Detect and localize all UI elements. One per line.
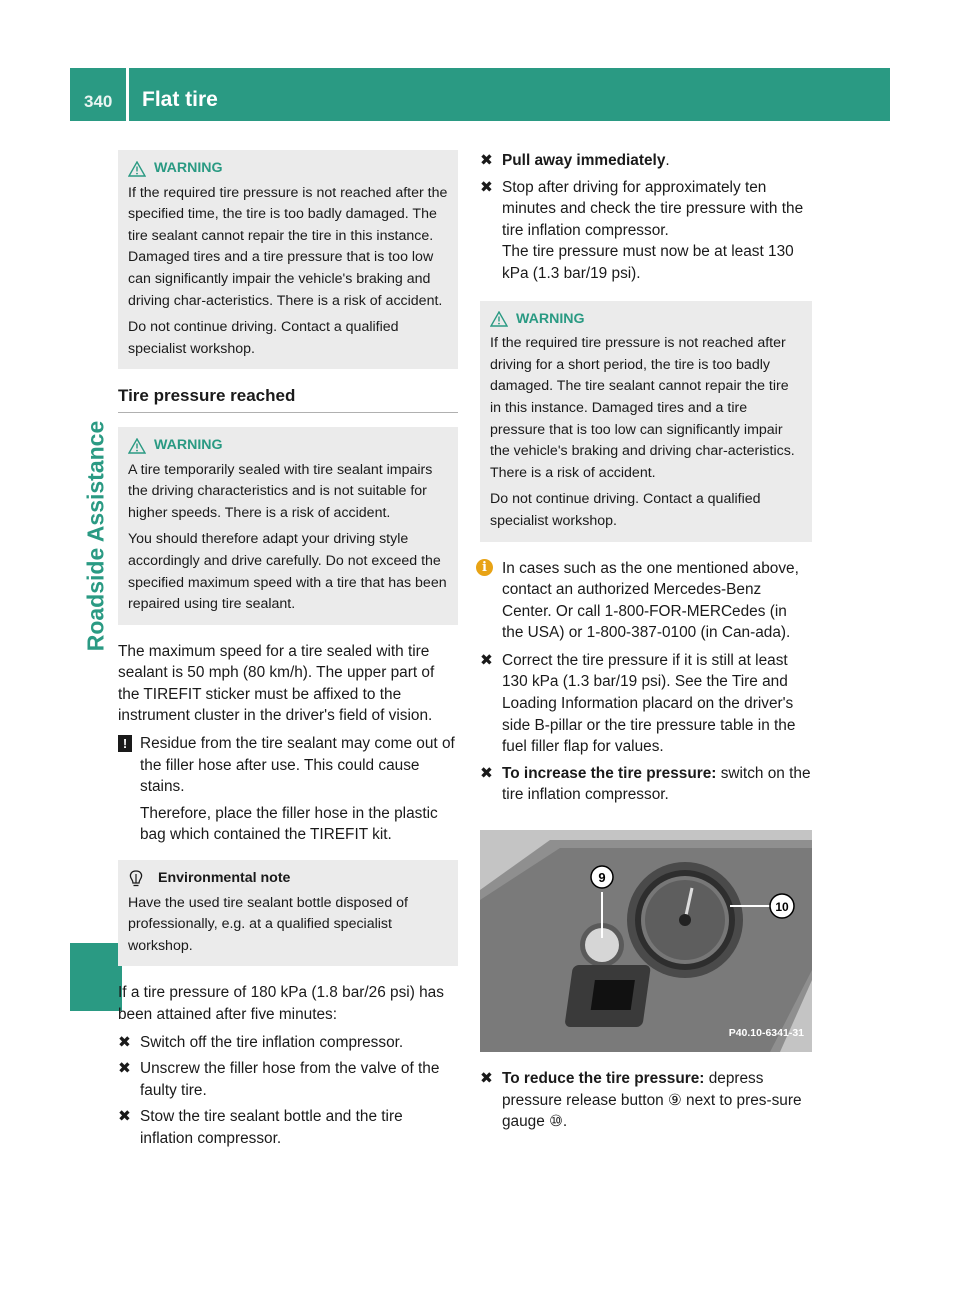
info-note (480, 558, 812, 644)
environment-title (128, 868, 448, 890)
step-text: depress pressure release button ⑨ next to pres-sure gauge ⑩. (502, 1070, 802, 1131)
side-section-label (70, 136, 122, 936)
figure-caption: P40.10-6341-31 (728, 1027, 804, 1040)
body-paragraph: The maximum speed for a tire sealed with tire sealant is 50 mph (80 km/h). The upper part of the TIREFIT sticker must be affixed to the instrument cluster in the driver's field of vision. (118, 642, 435, 725)
step-text: Correct the tire pressure if it is still at least 130 kPa (1.3 bar/19 psi). See the Tire and Loading Information placard on the driver's side B-pillar or the tire pressure table in the fuel filler flap for values. (502, 651, 796, 756)
step-text: Unscrew the filler hose from the valve of the faulty tire. (140, 1060, 440, 1099)
step-item (480, 177, 812, 285)
step-item (118, 1032, 458, 1054)
left-column (118, 150, 458, 1155)
note-text: Therefore, place the filler hose in the plastic bag which contained the TIREFIT kit. (140, 804, 438, 844)
warning-text: A tire temporarily sealed with tire sealant impairs the driving characteristics and is not suitable for higher speeds. There is a risk of accident. (128, 461, 433, 521)
environment-label: Environmental note (158, 870, 291, 887)
warning-title-3 (490, 309, 802, 331)
callout-10-label: 10 (775, 900, 789, 915)
body-paragraph: If a tire pressure of 180 kPa (1.8 bar/26 psi) has been attained after five minutes: (118, 984, 444, 1023)
step-item (480, 150, 812, 172)
step-arrow-icon: ✖ (480, 178, 493, 196)
warning-title-1 (128, 158, 448, 180)
compressor-figure (480, 830, 812, 1052)
step-item (480, 763, 812, 806)
step-item (480, 650, 812, 758)
warning-box-3 (480, 301, 812, 542)
environment-note-box (118, 860, 458, 966)
warning-title-2 (128, 435, 448, 457)
warning-triangle-icon (128, 161, 146, 177)
warning-text: Do not continue driving. Contact a qualified specialist workshop. (490, 491, 761, 529)
section-heading: Tire pressure reached (118, 385, 458, 413)
info-text: In cases such as the one mentioned above, contact an authorized Mercedes-Benz Center. Or call 1-800-FOR-MERCedes (in the USA) or 1-800-387-0100 (in Can-ada). (502, 559, 799, 642)
header-divider (126, 68, 129, 121)
warning-text: If the required tire pressure is not reached after the specified time, the tire is too badly damaged. The tire sealant cannot repair the tire in this instance. Damaged tires and a tire pressure that is too low can significantly impair the vehicle's braking and driving char-acteristics. There is a risk of accident. (128, 184, 448, 309)
step-bold-text: Pull away immediately (502, 152, 666, 169)
step-text: . (665, 152, 670, 169)
step-arrow-icon: ✖ (480, 152, 493, 169)
note-text: Residue from the tire sealant may come out of the filler hose after use. This could cause stains. (140, 735, 455, 796)
step-bold-text: To reduce the tire pressure: (502, 1070, 705, 1088)
step-arrow-icon: ✖ (118, 1060, 131, 1078)
step-arrow-icon: ✖ (480, 1070, 493, 1088)
step-arrow-icon: ✖ (118, 1108, 131, 1126)
step-arrow-icon: ✖ (480, 764, 493, 782)
step-text: Switch off the tire inflation compressor. (140, 1033, 404, 1051)
warning-text: You should therefore adapt your driving style accordingly and drive carefully. Do not exceed the specified maximum speed with a tire that has been repaired using tire sealant. (128, 531, 447, 613)
warning-label: WARNING (154, 436, 223, 453)
step-text: Stow the tire sealant bottle and the tire inflation compressor. (140, 1108, 403, 1147)
page-title: Flat tire (142, 88, 218, 111)
warning-box-1 (118, 150, 458, 369)
notice-note (118, 733, 458, 846)
side-tab-block (70, 943, 122, 1011)
step-bold-text: To increase the tire pressure: (502, 764, 717, 782)
callout-9-label: 9 (598, 870, 606, 886)
exclamation-icon: ! (118, 735, 132, 752)
warning-label: WARNING (516, 310, 585, 327)
warning-text: If the required tire pressure is not reached after driving for a short period, the tire is too badly damaged. The tire sealant cannot repair the tire in this instance. Damaged tires and a tire pressure that is too low can significantly impair the vehicle's braking and driving char-acteristics. There is a risk of accident. (490, 335, 795, 481)
page-number: 340 (84, 92, 113, 111)
step-item (480, 1068, 812, 1133)
step-subtext: The tire pressure must now be at least 130 kPa (1.3 bar/19 psi). (502, 243, 794, 282)
step-text: Stop after driving for approximately ten minutes and check the tire pressure with the tire inflation compressor. (502, 178, 804, 239)
warning-box-2 (118, 427, 458, 625)
warning-label: WARNING (154, 160, 223, 176)
environment-text: Have the used tire sealant bottle disposed of professionally, e.g. at a qualified specialist workshop. (128, 894, 408, 954)
step-arrow-icon: ✖ (480, 651, 493, 669)
side-section-text: Roadside Assistance (82, 420, 109, 652)
step-text: switch on the tire inflation compressor. (502, 764, 811, 804)
step-item (118, 1058, 458, 1101)
warning-triangle-icon (128, 438, 146, 454)
step-item (118, 1106, 458, 1149)
info-icon: i (476, 559, 493, 576)
step-arrow-icon: ✖ (118, 1033, 131, 1051)
compressor-illustration (480, 830, 812, 1052)
right-column (480, 150, 812, 1138)
environment-bulb-icon (128, 870, 144, 888)
warning-text: Do not continue driving. Contact a qualified specialist workshop. (128, 319, 399, 357)
warning-triangle-icon (490, 311, 508, 327)
